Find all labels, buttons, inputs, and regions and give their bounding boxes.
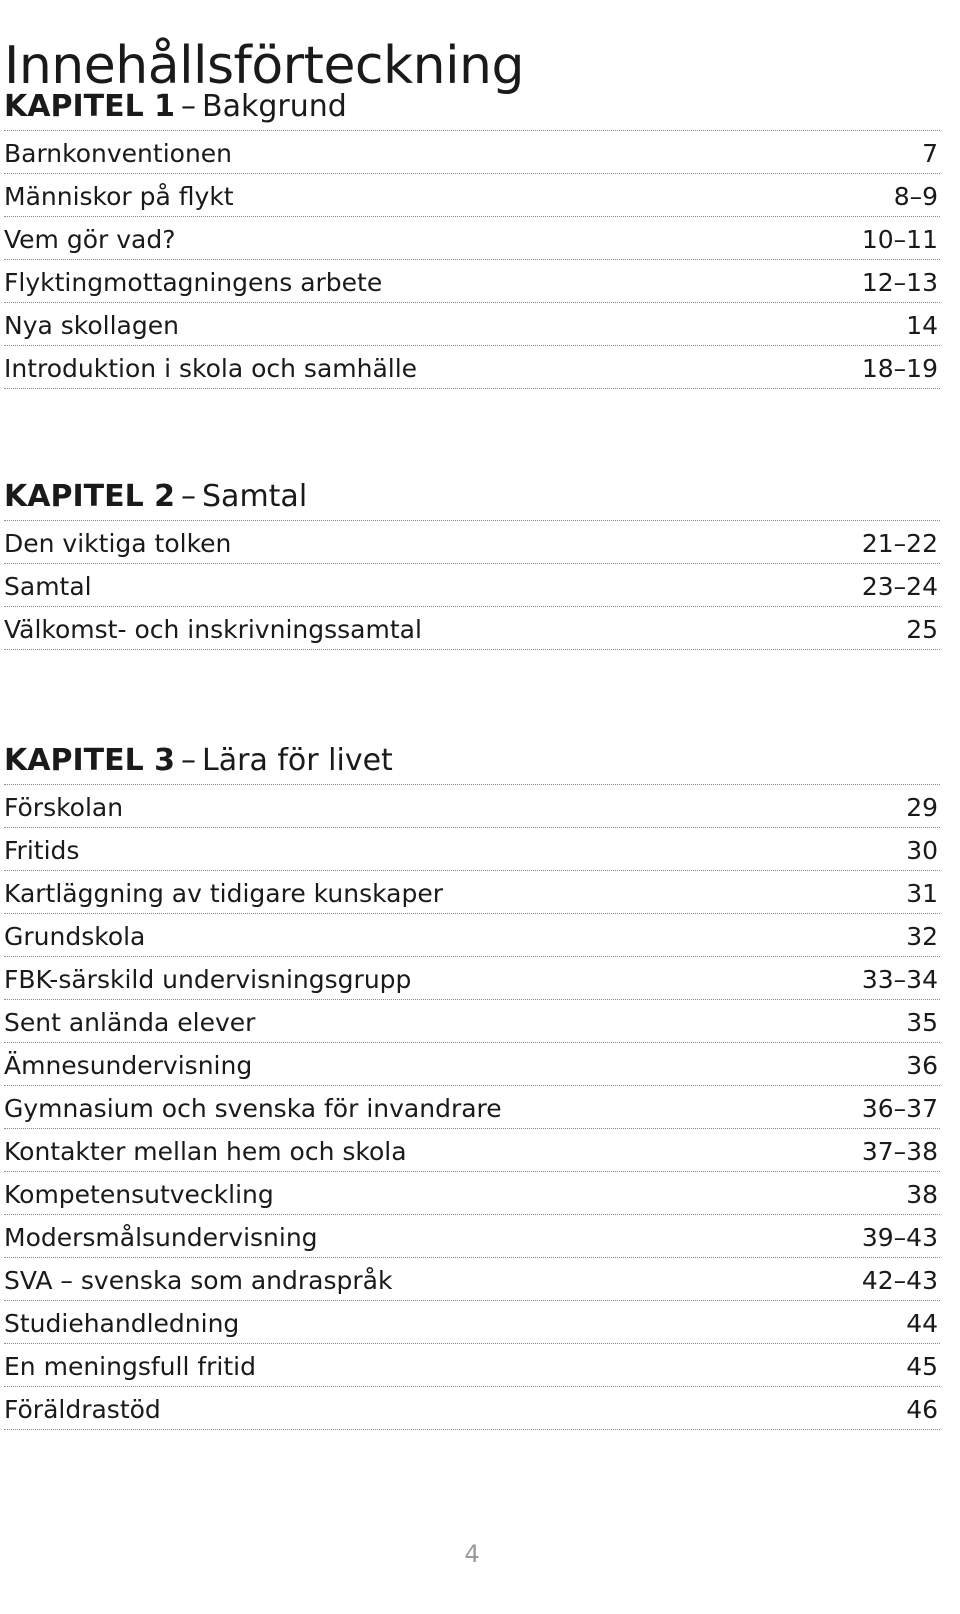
toc-entry[interactable] bbox=[4, 1258, 940, 1301]
entry-pages: 10–11 bbox=[861, 225, 938, 254]
entry-title: Den viktiga tolken bbox=[4, 529, 232, 558]
chapter-label: KAPITEL 3 bbox=[4, 743, 176, 778]
toc-entry[interactable] bbox=[4, 1301, 940, 1344]
entry-pages: 39–43 bbox=[861, 1223, 938, 1252]
toc-entry[interactable] bbox=[4, 1387, 940, 1430]
toc-entry[interactable] bbox=[4, 1172, 940, 1215]
toc-entry[interactable] bbox=[4, 521, 940, 564]
chapter-2 bbox=[4, 474, 940, 650]
toc-entry[interactable] bbox=[4, 1000, 940, 1043]
entry-title: En meningsfull fritid bbox=[4, 1352, 256, 1381]
toc-entry[interactable] bbox=[4, 1129, 940, 1172]
entry-title: Fritids bbox=[4, 836, 80, 865]
entry-pages: 23–24 bbox=[861, 572, 938, 601]
entry-title: Förskolan bbox=[4, 793, 124, 822]
chapter-name: Lära för livet bbox=[202, 743, 393, 778]
toc-entry[interactable] bbox=[4, 260, 940, 303]
entry-pages: 36–37 bbox=[861, 1094, 938, 1123]
chapter-1 bbox=[4, 84, 940, 389]
entry-title: Kompetensutveckling bbox=[4, 1180, 274, 1209]
entry-title: FBK-särskild undervisningsgrupp bbox=[4, 965, 412, 994]
entry-title: Kartläggning av tidigare kunskaper bbox=[4, 879, 443, 908]
entry-title: Vem gör vad? bbox=[4, 225, 176, 254]
entry-title: Gymnasium och svenska för invandrare bbox=[4, 1094, 502, 1123]
toc-entry[interactable] bbox=[4, 914, 940, 957]
toc-entry[interactable] bbox=[4, 957, 940, 1000]
entry-title: Sent anlända elever bbox=[4, 1008, 256, 1037]
toc-entry[interactable] bbox=[4, 871, 940, 914]
entry-pages: 30 bbox=[906, 836, 938, 865]
entry-pages: 25 bbox=[906, 615, 938, 644]
toc-entry[interactable] bbox=[4, 607, 940, 650]
entry-pages: 14 bbox=[906, 311, 938, 340]
entry-pages: 42–43 bbox=[861, 1266, 938, 1295]
entry-pages: 31 bbox=[906, 879, 938, 908]
entry-title: Modersmålsundervisning bbox=[4, 1223, 318, 1252]
page-number: 4 bbox=[464, 1540, 480, 1568]
entry-title: Barnkonventionen bbox=[4, 139, 233, 168]
entry-pages: 44 bbox=[906, 1309, 938, 1338]
entry-pages: 35 bbox=[906, 1008, 938, 1037]
entry-pages: 46 bbox=[906, 1395, 938, 1424]
toc-entry[interactable] bbox=[4, 1344, 940, 1387]
entry-pages: 21–22 bbox=[861, 529, 938, 558]
entry-pages: 37–38 bbox=[861, 1137, 938, 1166]
entry-title: Flyktingmottagningens arbete bbox=[4, 268, 383, 297]
entry-pages: 38 bbox=[906, 1180, 938, 1209]
toc-entry[interactable] bbox=[4, 1086, 940, 1129]
entry-title: Studiehandledning bbox=[4, 1309, 240, 1338]
entry-pages: 45 bbox=[906, 1352, 938, 1381]
entry-pages: 18–19 bbox=[861, 354, 938, 383]
toc-entry[interactable] bbox=[4, 131, 940, 174]
entry-title: Grundskola bbox=[4, 922, 146, 951]
toc-entry[interactable] bbox=[4, 174, 940, 217]
entry-title: Människor på flykt bbox=[4, 182, 234, 211]
entry-pages: 8–9 bbox=[893, 182, 938, 211]
entry-title: Ämnesundervisning bbox=[4, 1051, 253, 1080]
entry-title: Kontakter mellan hem och skola bbox=[4, 1137, 407, 1166]
entry-pages: 7 bbox=[922, 139, 938, 168]
toc-entry[interactable] bbox=[4, 564, 940, 607]
chapter-3 bbox=[4, 738, 940, 1430]
entry-pages: 32 bbox=[906, 922, 938, 951]
entry-pages: 33–34 bbox=[861, 965, 938, 994]
entry-title: Välkomst- och inskrivningssamtal bbox=[4, 615, 422, 644]
chapter-heading bbox=[4, 738, 940, 785]
chapter-dash: – bbox=[181, 743, 197, 778]
chapter-label: KAPITEL 1 bbox=[4, 89, 176, 124]
entry-title: Introduktion i skola och samhälle bbox=[4, 354, 418, 383]
entry-pages: 36 bbox=[906, 1051, 938, 1080]
chapter-dash: – bbox=[181, 479, 197, 514]
chapter-label: KAPITEL 2 bbox=[4, 479, 176, 514]
toc-entry[interactable] bbox=[4, 346, 940, 389]
chapter-dash: – bbox=[181, 89, 197, 124]
entry-title: Föräldrastöd bbox=[4, 1395, 161, 1424]
toc-entry[interactable] bbox=[4, 785, 940, 828]
entry-pages: 29 bbox=[906, 793, 938, 822]
toc-entry[interactable] bbox=[4, 217, 940, 260]
toc-entry[interactable] bbox=[4, 303, 940, 346]
entry-title: Nya skollagen bbox=[4, 311, 179, 340]
chapter-name: Bakgrund bbox=[202, 89, 347, 124]
toc-entry[interactable] bbox=[4, 828, 940, 871]
entry-pages: 12–13 bbox=[861, 268, 938, 297]
entry-title: Samtal bbox=[4, 572, 92, 601]
toc-entry[interactable] bbox=[4, 1215, 940, 1258]
toc-entry[interactable] bbox=[4, 1043, 940, 1086]
chapter-heading bbox=[4, 84, 940, 131]
chapter-name: Samtal bbox=[202, 479, 308, 514]
page-title: Innehållsförteckning bbox=[4, 35, 525, 96]
chapter-heading bbox=[4, 474, 940, 521]
entry-title: SVA – svenska som andraspråk bbox=[4, 1266, 393, 1295]
